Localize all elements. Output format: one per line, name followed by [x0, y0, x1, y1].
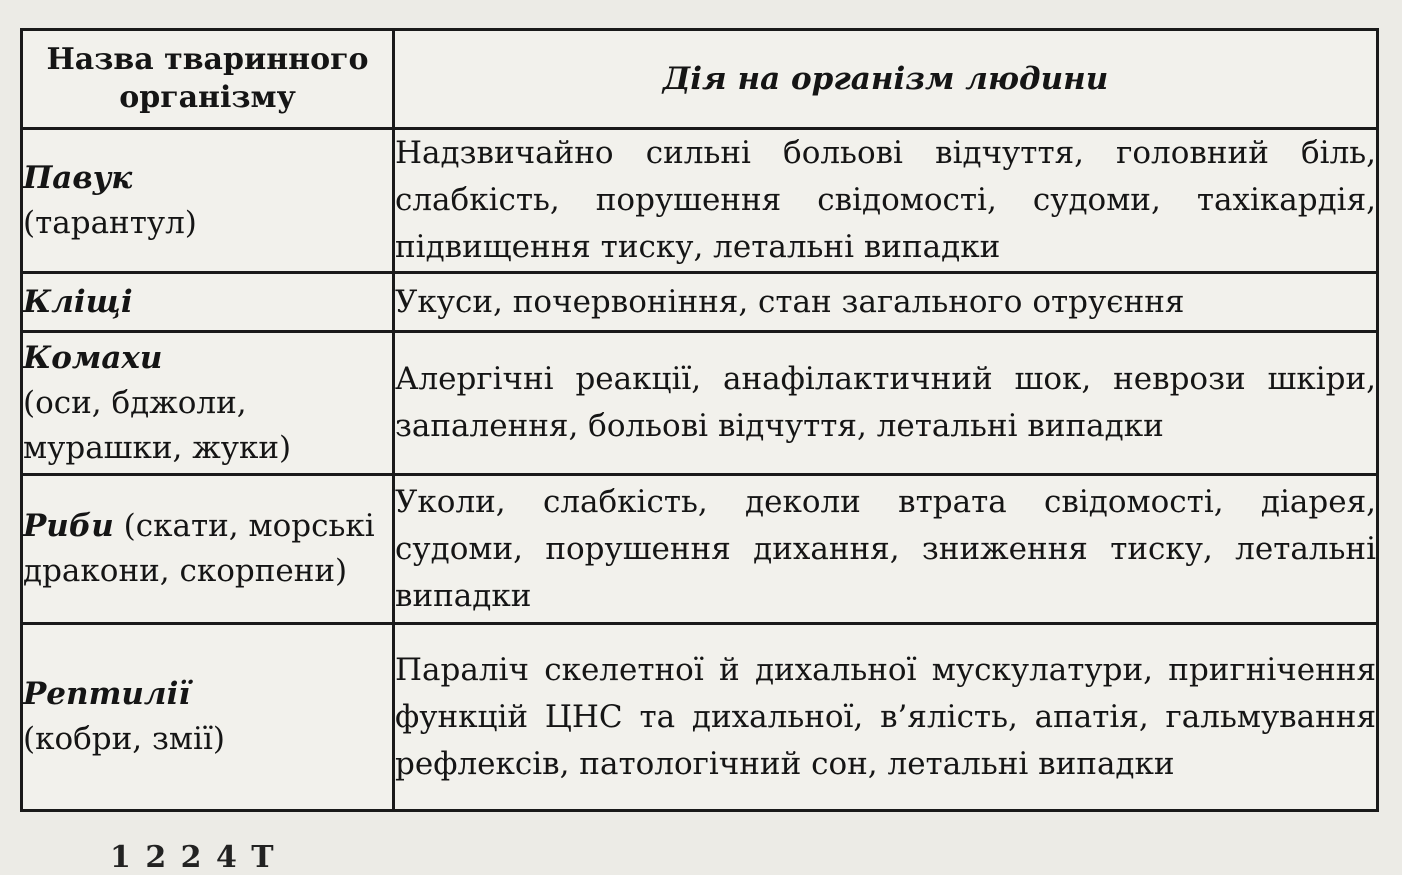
organism-examples: (тарантул)	[23, 204, 197, 241]
organism-name: Риби	[23, 508, 114, 544]
effect-cell: Алергічні реакції, анафілактичний шок, неврози шкіри, запалення, больові відчуття, летальні випадки	[394, 332, 1378, 475]
organism-name: Павук	[23, 159, 133, 196]
cut-off-next-line: 1 2 2 4 Т	[110, 840, 276, 875]
table-row	[22, 332, 1378, 475]
table-row	[22, 624, 1378, 811]
organism-examples: (оси, бджоли, мурашки, жуки)	[23, 384, 292, 466]
organism-cell	[22, 129, 394, 273]
organism-cell	[22, 624, 394, 811]
venomous-animals-table	[20, 28, 1379, 812]
table-row	[22, 273, 1378, 332]
effect-cell: Укуси, почервоніння, стан загального отруєння	[394, 273, 1378, 332]
effect-cell: Уколи, слабкість, деколи втрата свідомості, діарея, судоми, порушення дихання, зниження тиску, летальні випадки	[394, 475, 1378, 624]
effect-cell: Надзвичайно сильні больові відчуття, головний біль, слабкість, порушення свідомості, судоми, тахікардія, підвищення тиску, летальні випадки	[394, 129, 1378, 273]
organism-name: Кліщі	[23, 283, 133, 320]
organism-examples: (кобри, змії)	[23, 721, 225, 757]
organism-name: Рептилії	[23, 676, 191, 712]
table-row	[22, 475, 1378, 624]
organism-cell	[22, 273, 394, 332]
table-header-row	[22, 30, 1378, 129]
effect-cell: Параліч скелетної й дихальної мускулатури, пригнічення функцій ЦНС та дихальної, в’ялість, апатія, гальмування рефлексів, патологічний сон, летальні випадки	[394, 624, 1378, 811]
table-row	[22, 129, 1378, 273]
organism-name: Комахи	[23, 339, 163, 376]
header-effect: Дія на організм людини	[394, 30, 1378, 129]
organism-cell	[22, 475, 394, 624]
organism-examples: (скати, морські дракони, скорпени)	[23, 508, 375, 589]
header-organism: Назва тваринного організму	[22, 30, 394, 129]
organism-cell	[22, 332, 394, 475]
